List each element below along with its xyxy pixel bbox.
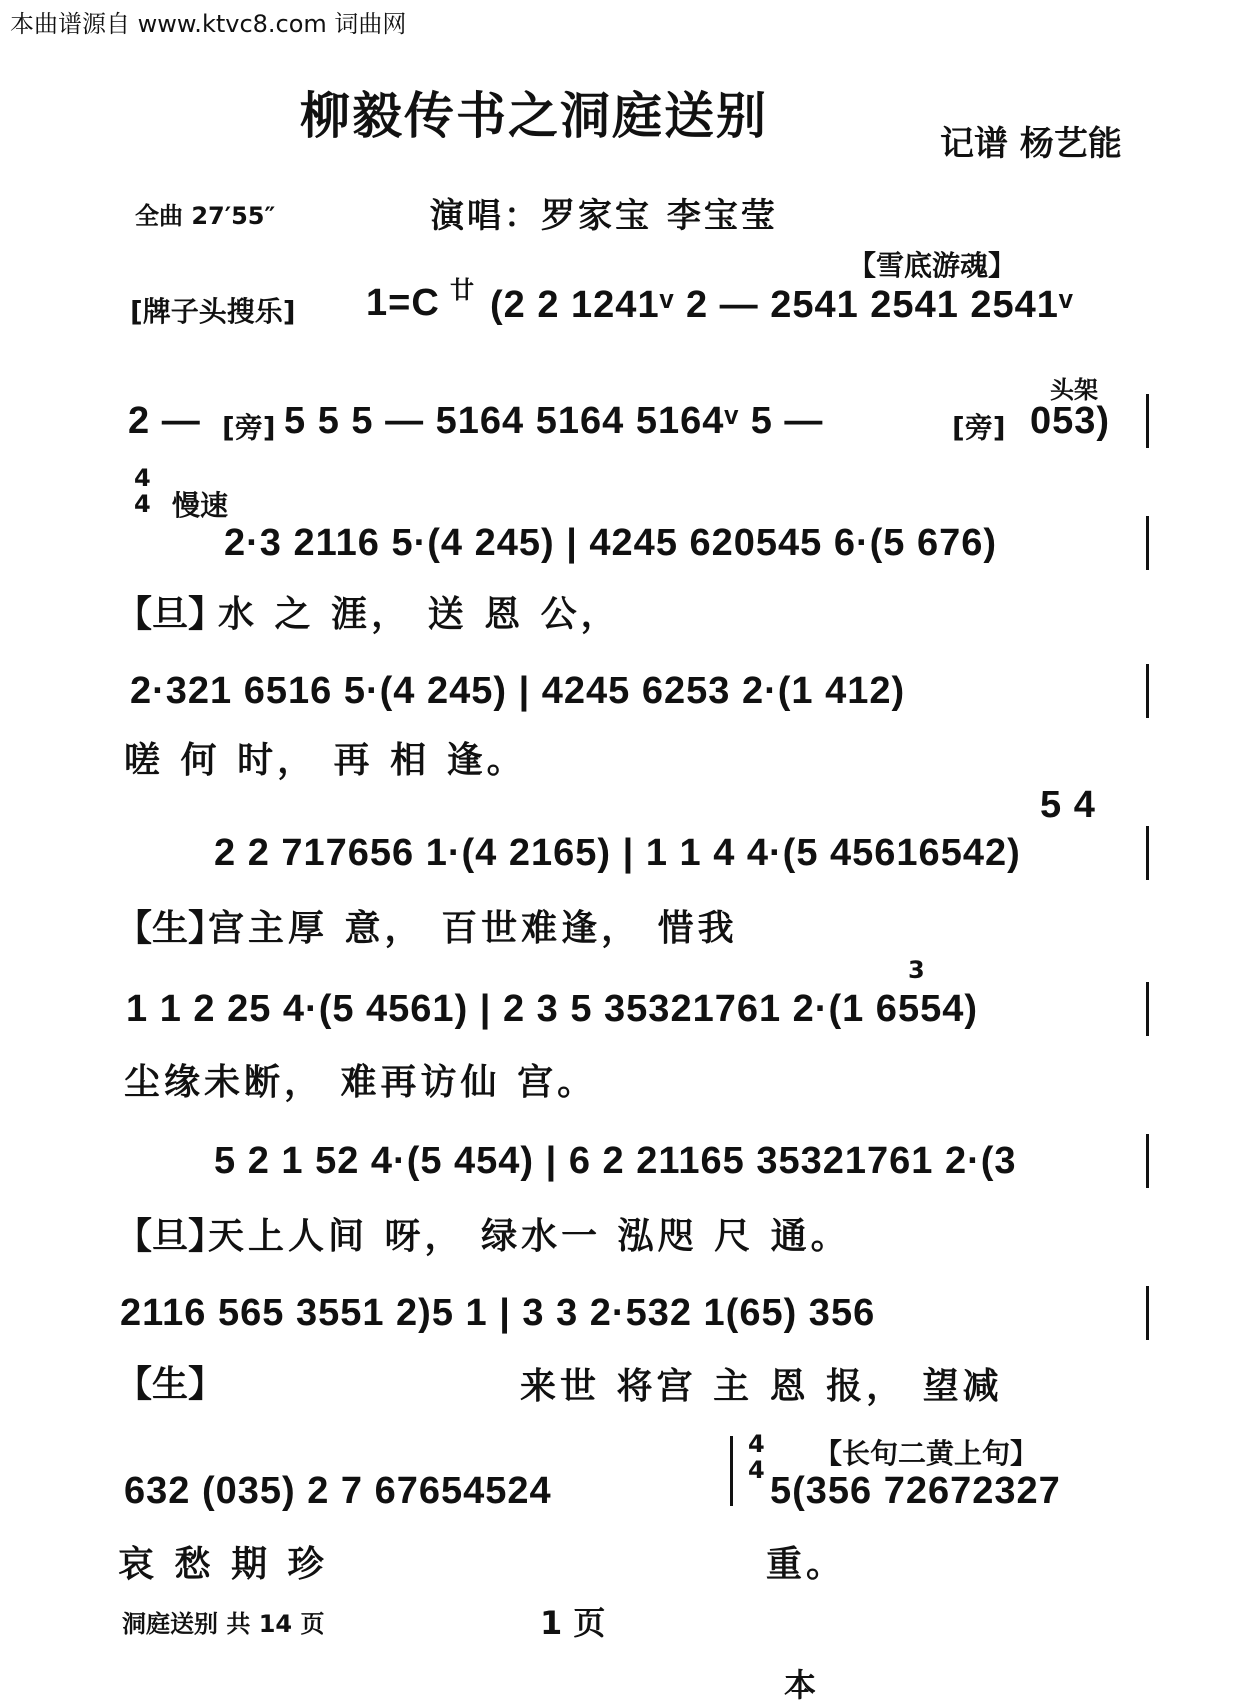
time-signature-bottom: 4 xyxy=(134,490,151,518)
role-label-dan: 【旦】 xyxy=(116,1216,225,1257)
notation-line-3: 2·3 2116 5·(4 245) | 4245 620545 6·(5 676) xyxy=(224,522,998,564)
notation-line-9b: 5(356 72672327 xyxy=(770,1470,1061,1512)
role-label-sheng: 【生】 xyxy=(116,1364,225,1405)
barline xyxy=(1146,826,1149,880)
notation-line-5: 2 2 717656 1·(4 2165) | 1 1 4 4·(5 45616542) xyxy=(214,832,1021,874)
time-signature-bottom-2: 4 xyxy=(748,1456,765,1484)
notation-line-2b: 5 5 5 — 5164 5164 5164ᵛ 5 — xyxy=(284,400,824,442)
notation-line-7: 5 2 1 52 4·(5 454) | 6 2 21165 35321761 2·(3 xyxy=(214,1140,1017,1182)
section-label-changju: 【长句二黄上句】 xyxy=(814,1437,1039,1470)
duration-label: 全曲 27′55″ xyxy=(135,202,276,230)
recorder-credit: 记谱 杨艺能 xyxy=(940,124,1122,164)
lyrics-line-8: 来世 将宫 主 恩 报， 望减 xyxy=(520,1365,1003,1407)
barline xyxy=(1146,394,1149,448)
lyrics-line-5: 宫主厚 意， 百世难逢， 惜我 xyxy=(208,907,738,949)
notation-line-6: 1 1 2 25 4·(5 4561) | 2 3 5 35321761 2·(1 6554) xyxy=(126,988,978,1030)
barline xyxy=(1146,664,1149,718)
barline xyxy=(1146,982,1149,1036)
lyrics-line-9a: 哀 愁 期 珍 xyxy=(118,1543,328,1585)
lyrics-line-3: 水 之 涯， 送 恩 公， xyxy=(218,593,621,635)
notation-above-5: 5 4 xyxy=(1040,784,1096,826)
source-line: 本曲谱源自 www.ktvc8.com 词曲网 xyxy=(10,10,407,38)
barline xyxy=(1146,1286,1149,1340)
lyrics-line-7: 天上人间 呀， 绿水一 泓咫 尺 通。 xyxy=(208,1215,851,1257)
time-signature-top-2: 4 xyxy=(748,1430,765,1458)
notation-line-2a: 2 — xyxy=(128,400,201,442)
tempo-marking: 慢速 xyxy=(172,489,229,522)
section-label-toujia: 头架 xyxy=(1050,376,1098,404)
role-label-sheng: 【生】 xyxy=(116,908,225,949)
notation-line-4: 2·321 6516 5·(4 245) | 4245 6253 2·(1 412) xyxy=(130,670,906,712)
notation-line-2c: 053) xyxy=(1030,400,1111,442)
intro-label: [牌子头搜乐] xyxy=(130,295,296,328)
lyrics-line-6: 尘缘未断， 难再访仙 宫。 xyxy=(124,1061,598,1103)
pang-mark-2: [旁] xyxy=(952,411,1006,444)
page-title: 柳毅传书之洞庭送别 xyxy=(300,86,768,145)
lyrics-line-4: 嗟 何 时， 再 相 逢。 xyxy=(124,739,527,781)
section-label-xuedi: 【雪底游魂】 xyxy=(848,249,1017,282)
footer-left: 洞庭送别 共 14 页 xyxy=(122,1610,325,1638)
role-label-dan: 【旦】 xyxy=(116,594,225,635)
footer-bottom-mark: 本 xyxy=(784,1666,817,1704)
barline xyxy=(1146,1134,1149,1188)
key-signature: 1=C xyxy=(366,282,440,324)
notation-line-9a: 632 (035) 2 7 67654524 xyxy=(124,1470,552,1512)
time-signature-top: 4 xyxy=(134,464,151,492)
barline xyxy=(730,1436,733,1506)
lyrics-line-9b: 重。 xyxy=(766,1543,847,1585)
singers-credit: 演唱：罗家宝 李宝莹 xyxy=(430,196,778,236)
notation-line-1: (2 2 1241ᵛ 2 — 2541 2541 2541ᵛ xyxy=(490,284,1074,326)
grace-note: 3 xyxy=(908,956,925,984)
pang-mark-1: [旁] xyxy=(222,411,276,444)
page-number: 1 页 xyxy=(540,1604,606,1642)
key-superscript: 廿 xyxy=(450,276,474,304)
barline xyxy=(1146,516,1149,570)
notation-line-8: 2116 565 3551 2)5 1 | 3 3 2·532 1(65) 356 xyxy=(120,1292,876,1334)
